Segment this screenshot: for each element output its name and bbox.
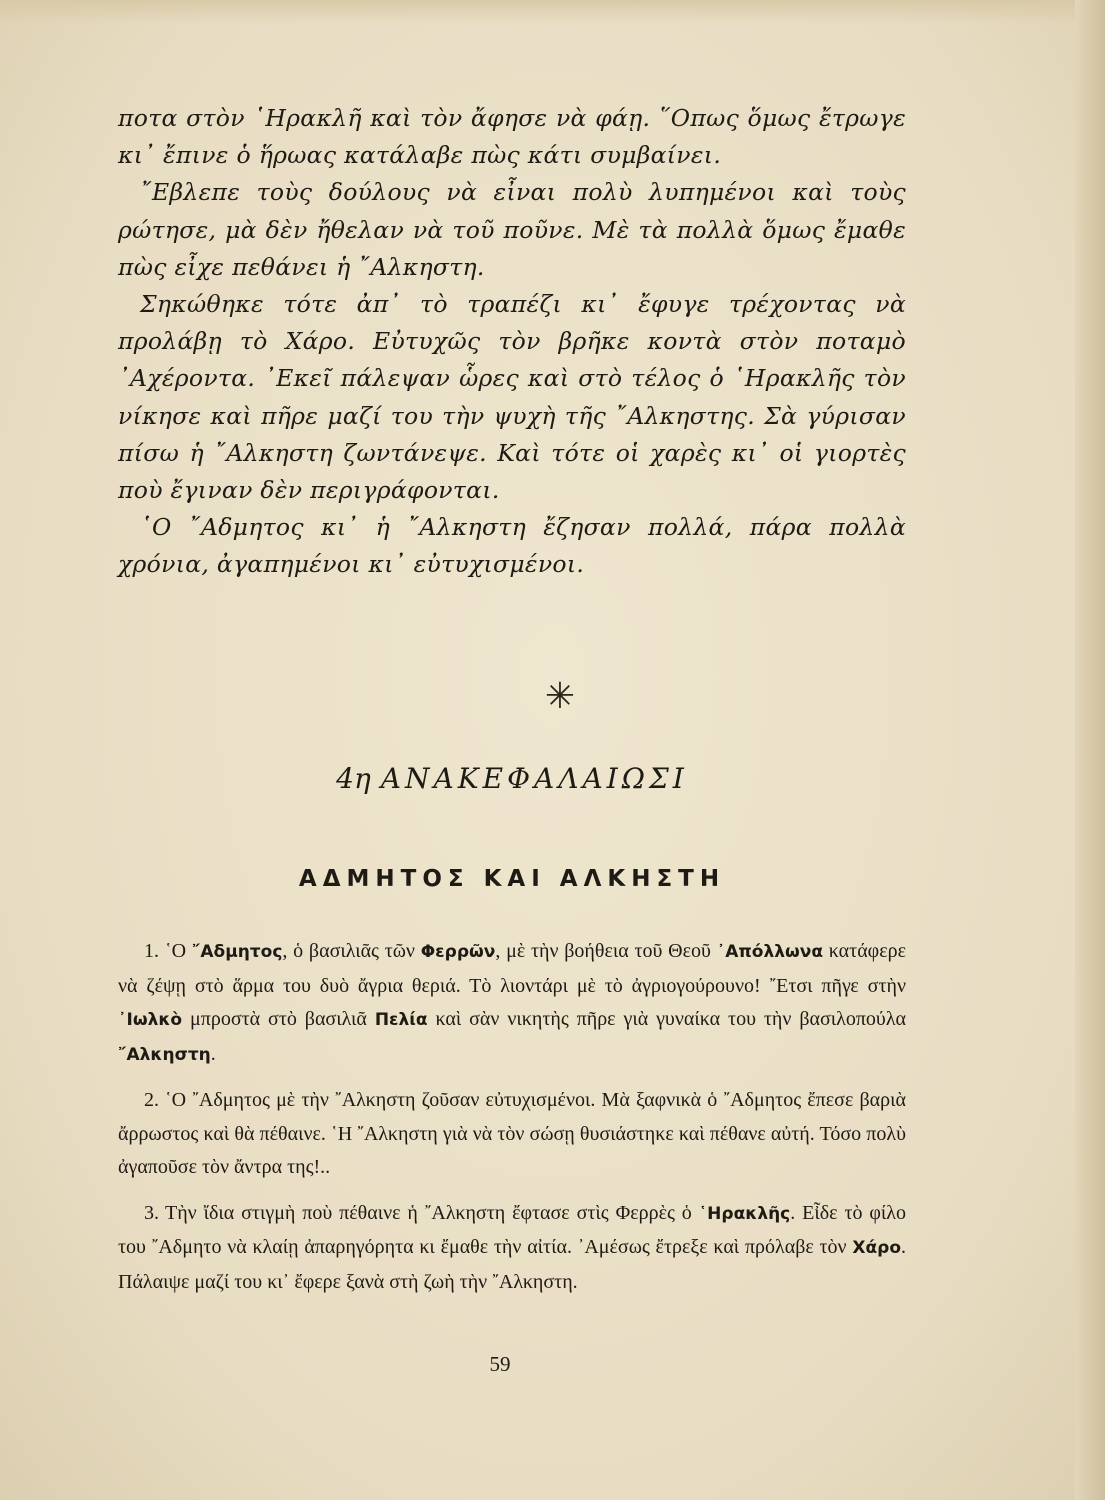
point-number: 3. — [144, 1201, 159, 1224]
story-paragraph: ῎Εβλεπε τοὺς δούλους νὰ εἶναι πολὺ λυπημένοι καὶ τοὺς ρώτησε, μὰ δὲν ἤθελαν νὰ τοῦ ποῦνε. Μὲ τὰ πολλὰ ὅμως ἔμαθε πὼς εἶχε πεθάνει ἡ ῎Αλκηστη. — [118, 178, 906, 281]
summary-title: ΑΔΜΗΤΟΣ ΚΑΙ ΑΛΚΗΣΤΗ — [298, 866, 726, 892]
summary-point — [118, 1084, 906, 1185]
text-run: μπροστὰ στὸ βασιλιᾶ — [182, 1008, 375, 1030]
point-text — [118, 1089, 906, 1178]
bold-name: Χάρο — [852, 1238, 901, 1258]
bold-name: ᾿Ιωλκὸ — [118, 1010, 183, 1030]
point-number: 1. — [144, 940, 159, 962]
page-number: 59 — [489, 1352, 511, 1376]
point-text — [118, 1202, 906, 1293]
text-run: . Πάλαιψε μαζί του κι᾿ ἔφερε ξανὰ στὴ ζωὴ τὴν ῎Αλκηστη. — [118, 1236, 906, 1293]
story-paragraph: ποτα στὸν ῾Ηρακλῆ καὶ τὸν ἄφησε νὰ φάῃ. ῞Οπως ὅμως ἔτρωγε κι᾿ ἔπινε ὁ ἥρωας κατάλαβε πὼς κάτι συμβαίνει. — [118, 104, 906, 170]
section-separator-asterisk: ✳ — [544, 676, 576, 717]
story-paragraph: Σηκώθηκε τότε ἀπ᾿ τὸ τραπέζι κι᾿ ἔφυγε τρέχοντας νὰ προλάβῃ τὸ Χάρο. Εὐτυχῶς τὸν βρῆκε κοντὰ στὸν ποταμὸ ᾿Αχέροντα. ᾿Εκεῖ πάλεψαν ὧρες καὶ στὸ τέλος ὁ ῾Ηρακλῆς τὸν νίκησε καὶ πῆρε μαζί του τὴν ψυχὴ τῆς ῎Αλκηστης. Σὰ γύρισαν πίσω ἡ ῎Αλκηστη ζωντάνεψε. Καὶ τότε οἱ χαρὲς κι᾿ οἱ γιορτὲς ποὺ ἔγιναν δὲν περιγράφονται. — [118, 290, 906, 505]
bold-name: ῎Αλκηστη — [118, 1044, 211, 1065]
text-run: Τὴν ἴδια στιγμὴ ποὺ πέθαινε ἡ ῎Αλκηστη ἔφτασε στὶς Φερρὲς ὁ — [165, 1201, 699, 1224]
text-run: , μὲ τὴν βοήθεια τοῦ Θεοῦ — [495, 940, 717, 962]
summary-ordinal: 4η — [336, 762, 371, 795]
bold-name: Φερρῶν — [420, 942, 496, 962]
text-run: ῾Ο ῎Αδμητος μὲ τὴν ῎Αλκηστη ζοῦσαν εὐτυχισμένοι. Μὰ ξαφνικὰ ὁ ῎Αδμητος ἔπεσε βαριὰ ἄρρωστος καὶ θὰ πέθαινε. ῾Η ῎Αλκηστη γιὰ νὰ τὸν σώσῃ θυσιάστηκε καὶ πέθανε αὐτή. Τόσο πολὺ ἀγαποῦσε τὸν ἄντρα της!.. — [118, 1089, 906, 1178]
point-number: 2. — [144, 1089, 159, 1111]
bold-name: ᾿Απόλλωνα — [716, 942, 824, 962]
summary-heading — [118, 762, 906, 795]
summary-label: ΑΝΑΚΕΦΑΛΑΙΩΣΙ — [380, 762, 688, 795]
page-right-edge — [1075, 0, 1105, 1500]
text-run: . — [210, 1042, 216, 1065]
summary-point — [118, 1197, 906, 1300]
text-run: ῾Ο — [165, 940, 192, 962]
bold-name: ῎Αδμητος — [191, 942, 283, 962]
summary-points — [118, 935, 906, 1311]
story-text — [118, 100, 906, 584]
text-run: , ὁ βασιλιᾶς τῶν — [282, 940, 421, 962]
text-run: κατάφερε νὰ ζέψῃ στὸ ἅρμα του δυὸ ἄγρια θεριά. Τὸ λιοντάρι μὲ τὸ ἀγριογούρουνο! ῎Ετσι πῆγε στὴν — [118, 940, 907, 997]
bold-name: Πελία — [374, 1010, 428, 1030]
text-run: καὶ σὰν νικητὴς πῆρε γιὰ γυναίκα του τὴν βασιλοπούλα — [427, 1008, 907, 1030]
text-run: . Εἶδε τὸ φίλο του ῎Αδμητο νὰ κλαίῃ ἀπαρηγόρητα κι ἔμαθε τὴν αἰτία. ᾿Αμέσως ἔτρεξε καὶ πρόλαβε τὸν — [118, 1201, 906, 1258]
bold-name: ῾Ηρακλῆς — [698, 1203, 791, 1224]
page-top-shade — [0, 0, 1105, 24]
summary-point — [118, 935, 906, 1072]
point-text — [118, 940, 906, 1065]
story-paragraph: ῾Ο ῎Αδμητος κι᾿ ἡ ῎Αλκηστη ἔζησαν πολλά, πάρα πολλὰ χρόνια, ἀγαπημένοι κι᾿ εὐτυχισμένοι. — [118, 513, 906, 579]
